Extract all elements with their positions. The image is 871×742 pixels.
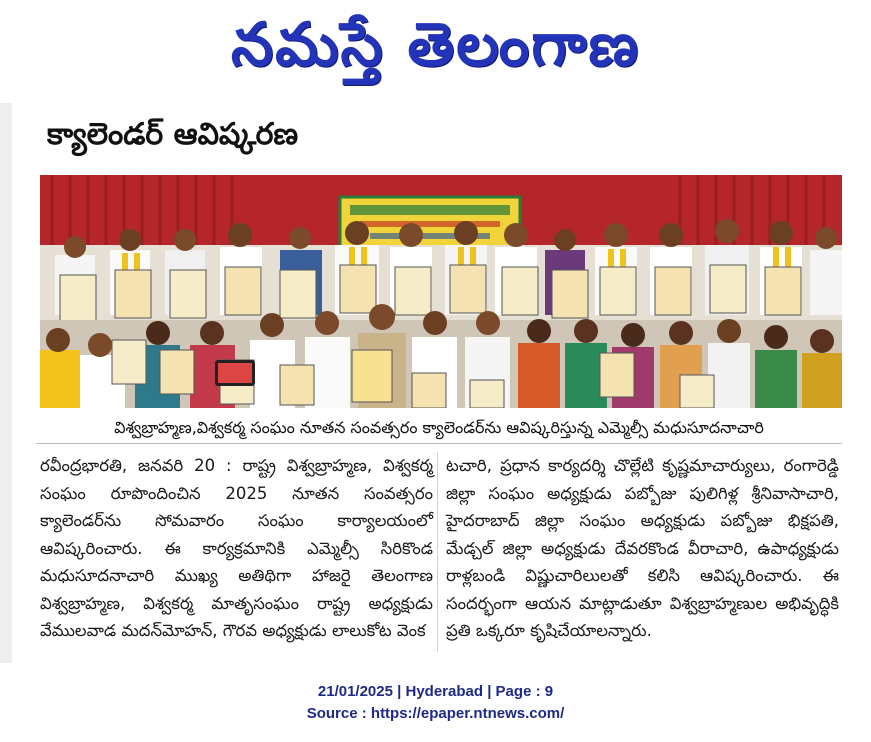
article-column-right	[446, 452, 839, 645]
photo-caption: విశ్వబ్రాహ్మణ,విశ్వకర్మ సంఘం నూతన సంవత్సరం క్యాలెండర్‌ను ఆవిష్కరిస్తున్న ఎమ్మెల్సీ మధుసూదనాచారి	[36, 413, 842, 444]
column-divider	[437, 452, 438, 652]
article-headline: క్యాలెండర్ ఆవిష్కరణ	[47, 117, 299, 152]
edition-info: 21/01/2025 | Hyderabad | Page : 9	[317, 683, 554, 700]
article-body-right: టచారి, ప్రధాన కార్యదర్శి చొల్లేటి కృష్ణమాచార్యులు, రంగారెడ్డి జిల్లా సంఘం అధ్యక్షుడు పబ్బోజు పులిగిళ్ల శ్రీనివాసాచారి, హైదరాబాద్ జిల్లా సంఘం అధ్యక్షుడు పబ్బోజు భిక్షపతి, మేడ్చల్ జిల్లా అధ్యక్షుడు దేవరకొండ వీరాచారి, ఉపాధ్యక్షుడు రాళ్లబండి విష్ణుచారిలులతో కలిసి ఆవిష్కరించారు. ఈ సందర్భంగా ఆయన మాట్లాడుతూ విశ్వబ్రాహ్మణుల అభివృద్ధికి ప్రతి ఒక్కరూ కృషిచేయాలన్నారు.	[446, 456, 839, 640]
calendar-launch-photo	[40, 175, 842, 408]
newspaper-masthead: నమస్తే తెలంగాణ	[230, 10, 641, 80]
source-link[interactable]: Source : https://epaper.ntnews.com/	[306, 705, 565, 722]
news-photo	[40, 175, 842, 408]
page-edge-rule	[0, 103, 12, 663]
article-body-left: రవీంద్రభారతి, జనవరి 20 : రాష్ట్ర విశ్వబ్రాహ్మణ, విశ్వకర్మ సంఘం రూపొందించిన 2025 నూతన సంవత్సరం క్యాలెండర్‌ను సోమవారం సంఘం కార్యాలయంలో ఆవిష్కరించారు. ఈ కార్యక్రమానికి ఎమ్మెల్సీ సిరికొండ మధుసూదనాచారి ముఖ్య అతిథిగా హాజరై తెలంగాణ విశ్వబ్రాహ్మణ, విశ్వకర్మ మాతృసంఘం రాష్ట్ర అధ్యక్షుడు వేములవాడ మదన్‌మోహన్, గౌరవ అధ్యక్షుడు లాలుకోట వెంక	[40, 456, 433, 640]
article-column-left	[40, 452, 433, 645]
